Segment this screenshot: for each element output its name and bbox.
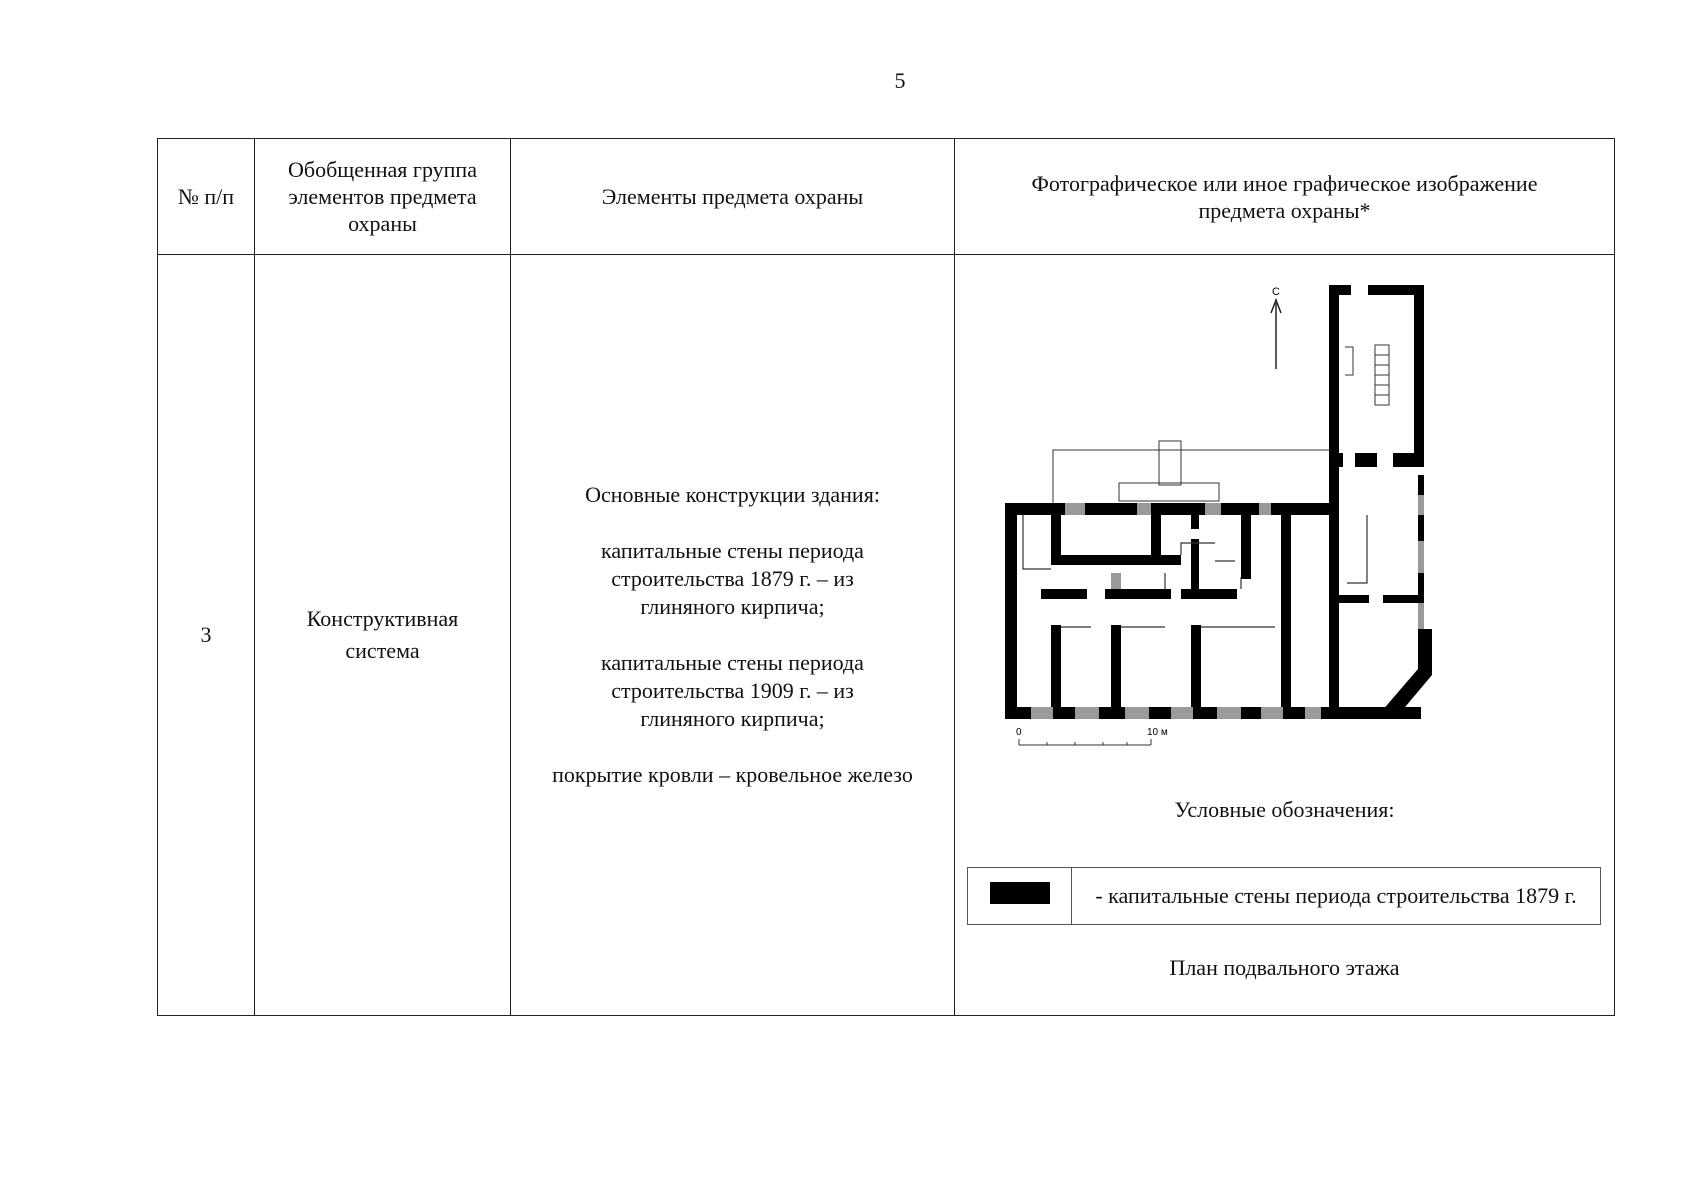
scale-ten-label: 10 м	[1147, 727, 1168, 738]
plan-caption: План подвального этажа	[1169, 955, 1400, 980]
protection-subject-table	[157, 138, 1615, 1016]
header-elements: Элементы предмета охраны	[511, 139, 955, 255]
basement-floor-plan	[955, 255, 1615, 775]
row-image	[955, 255, 1615, 1016]
elements-heading: Основные конструкции здания:	[585, 482, 880, 507]
table-header-row	[158, 139, 1615, 255]
north-arrow-icon	[1271, 300, 1281, 369]
row-elements	[511, 255, 955, 1016]
row-num: 3	[158, 255, 255, 1016]
stair-tower	[1345, 345, 1389, 405]
scale-bar	[1019, 739, 1151, 745]
legend-swatch-capital-walls-1879	[990, 882, 1050, 904]
north-label: С	[1272, 286, 1280, 298]
image-container	[955, 255, 1614, 1015]
header-group: Обобщенная группа элементов предмета охраны	[255, 139, 511, 255]
legend-row	[968, 868, 1601, 925]
legend-swatch-cell	[968, 868, 1072, 925]
element-walls-1879: капитальные стены периода строительства 1879 г. – из глиняного кирпича;	[601, 538, 864, 619]
legend-table	[967, 867, 1601, 925]
scale-zero-label: 0	[1016, 727, 1022, 738]
north-tower-walls	[1329, 285, 1424, 599]
entrance-outline	[1053, 441, 1329, 503]
legend-title: Условные обозначения:	[1174, 797, 1395, 822]
header-num: № п/п	[158, 139, 255, 255]
element-walls-1909: капитальные стены периода строительства 1909 г. – из глиняного кирпича;	[601, 650, 864, 731]
table-row	[158, 255, 1615, 1016]
row-group: Конструктивная система	[255, 255, 511, 1016]
header-image: Фотографическое или иное графическое изображение предмета охраны*	[955, 139, 1615, 255]
page-number: 5	[894, 68, 906, 93]
legend-text: - капитальные стены периода строительства 1879 г.	[1072, 868, 1601, 925]
wall-hatching	[1329, 463, 1424, 629]
main-block-hatching	[1031, 503, 1321, 719]
element-roof-covering: покрытие кровли – кровельное железо	[552, 762, 913, 787]
